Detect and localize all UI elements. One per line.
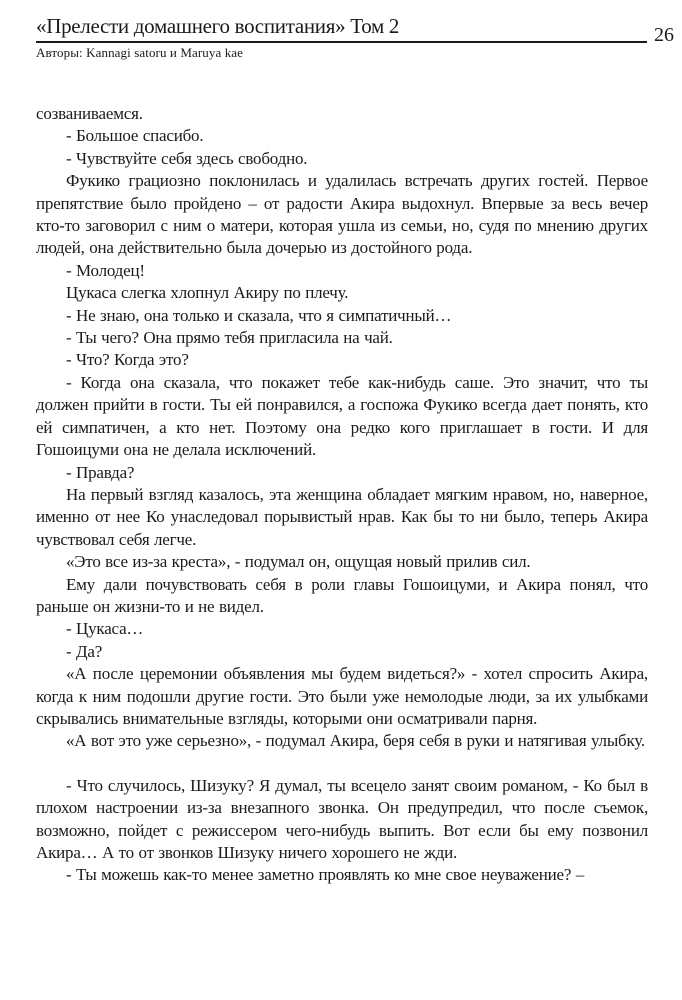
paragraph: Ему дали почувствовать себя в роли главы Гошоицуми, и Акира понял, что раньше он жизни-то и не видел. bbox=[36, 574, 648, 616]
paragraph: Цукаса слегка хлопнул Акиру по плечу. bbox=[66, 283, 349, 303]
header-row bbox=[36, 14, 674, 46]
page-number: 26 bbox=[654, 24, 674, 46]
scene-break bbox=[36, 753, 648, 775]
paragraph: - Ты можешь как-то менее заметно проявлять ко мне свое неуважение? – bbox=[66, 865, 585, 885]
paragraph: - Не знаю, она только и сказала, что я симпатичный… bbox=[66, 305, 452, 325]
paragraph: - Правда? bbox=[66, 462, 135, 482]
paragraph: - Чувствуйте себя здесь свободно. bbox=[66, 148, 308, 168]
body-text bbox=[36, 103, 648, 887]
paragraph: - Да? bbox=[66, 641, 103, 661]
page-header bbox=[36, 14, 674, 61]
paragraph: - Цукаса… bbox=[66, 619, 144, 639]
paragraph: Фукико грациозно поклонилась и удалилась встречать других гостей. Первое препятствие было пройдено – от радости Акира выдохнул. Впервые за весь вечер кто-то заговорил с ним о матери, которая ушла из семьи, но, судя по мнению других людей, она действительно была дочерью из достойного рода. bbox=[36, 171, 648, 258]
authors-line: Авторы: Kannagi satoru и Maruya kae bbox=[36, 45, 244, 60]
paragraph: - Ты чего? Она прямо тебя пригласила на чай. bbox=[66, 328, 393, 348]
paragraph: - Когда она сказала, что покажет тебе как-нибудь саше. Это значит, что ты должен прийти в гости. Ты ей понравился, а госпожа Фукико всегда дает понять, кто ей симпатичен, а кто нет. Поэтому она редко кого приглашает в гости. И для Гошоицуми она не делала исключений. bbox=[36, 372, 648, 460]
paragraph: - Что случилось, Шизуку? Я думал, ты всецело занят своим романом, - Ко был в плохом настроении из-за внезапного звонка. Он предупредил, что после съемок, возможно, пойдет с режиссером чего-нибудь выпить. Вот если бы ему позвонил Акира… А то от звонков Шизуку ничего хорошего не жди. bbox=[36, 775, 648, 862]
paragraph: созваниваемся. bbox=[36, 104, 143, 123]
paragraph: «А вот это уже серьезно», - подумал Акира, беря себя в руки и натягивая улыбку. bbox=[66, 731, 645, 751]
paragraph: - Большое спасибо. bbox=[66, 126, 204, 146]
paragraph: - Что? Когда это? bbox=[66, 350, 189, 370]
title-underline bbox=[36, 14, 647, 43]
paragraph: «Это все из-за креста», - подумал он, ощущая новый прилив сил. bbox=[66, 552, 531, 572]
page-title: «Прелести домашнего воспитания» Том 2 bbox=[36, 14, 400, 38]
paragraph: На первый взгляд казалось, эта женщина обладает мягким нравом, но, наверное, именно от нее Ко унаследовал порывистый нрав. Как бы то ни было, теперь Акира чувствовал себя легче. bbox=[36, 484, 648, 549]
paragraph: «А после церемонии объявления мы будем видеться?» - хотел спросить Акира, когда к ним подошли другие гости. Это были уже немолодые люди, за их улыбками скрывались внимательные взгляды, которыми они осматривали парня. bbox=[36, 664, 648, 728]
paragraph: - Молодец! bbox=[66, 260, 145, 280]
